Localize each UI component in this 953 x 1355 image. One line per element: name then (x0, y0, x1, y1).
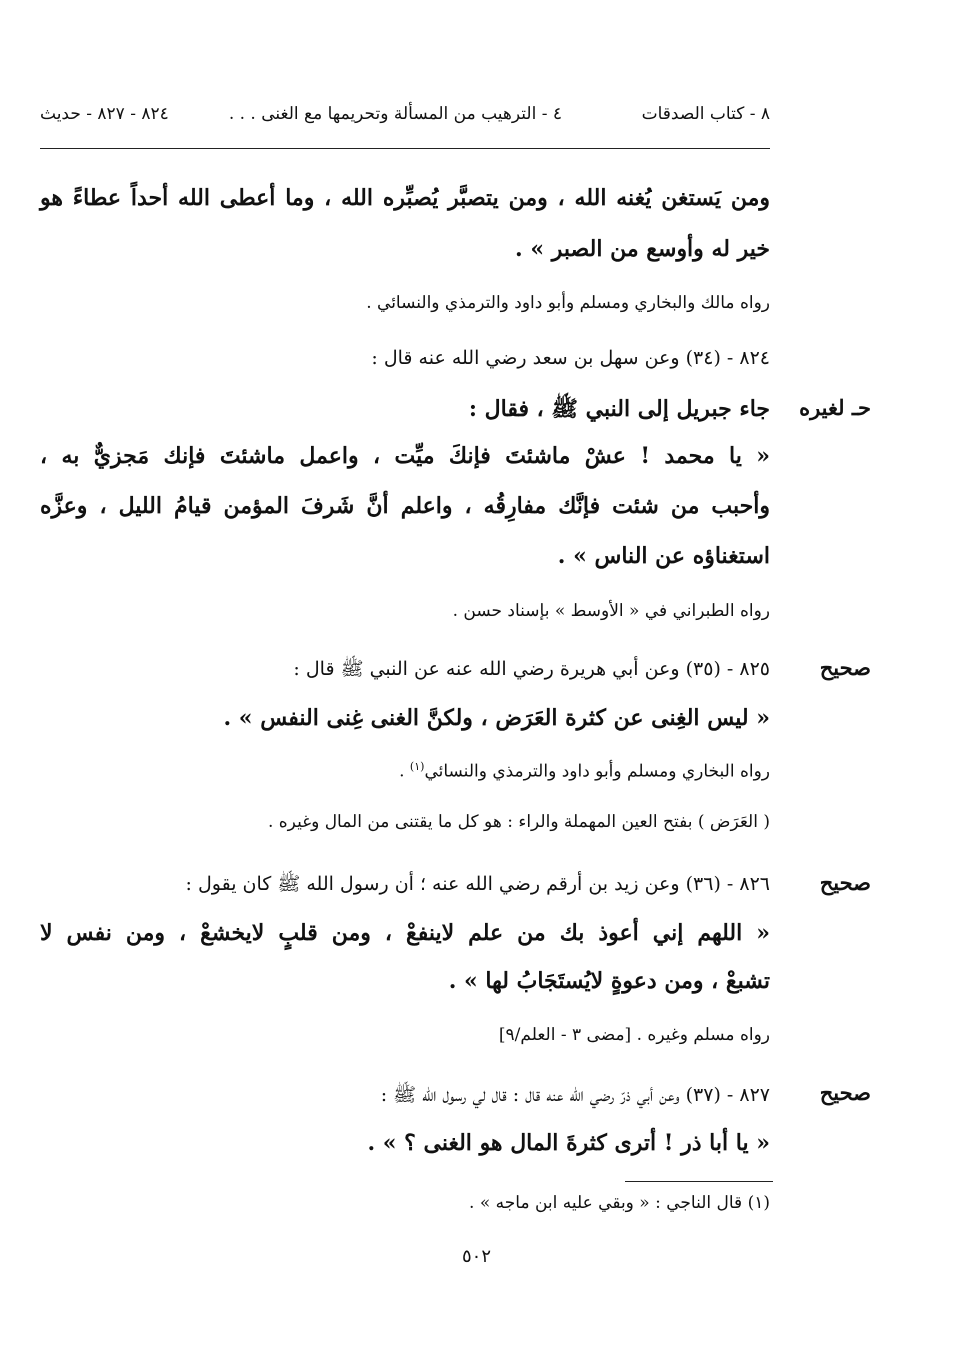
footnote-marker: (١) (409, 760, 425, 773)
text-line: « اللهم إني أعوذ بك من علم لاينفعْ ، ومن قلبٍ لايخشعْ ، ومن نفس لا (40, 920, 770, 946)
source-line: رواه مالك والبخاري ومسلم وأبو داود والترمذي والنسائي . (366, 293, 770, 313)
source-line: رواه مسلم وغيره . [مضى ٣ - العلم/٩] (498, 1025, 770, 1045)
text-line: « ليس الغِنى عن كثرة العَرَض ، ولكنَّ الغنى غِنى النفس » . (223, 705, 770, 731)
hadith-intro: ٨٢٧ - (٣٧) وعن أبي ذرّ رضي الله عنه قال : قال لي رسول الله ﷺ : (380, 1084, 770, 1106)
header-rule (40, 148, 770, 149)
hadith-intro: ٨٢٥ - (٣٥) وعن أبي هريرة رضي الله عنه عن النبي ﷺ قال : (293, 658, 770, 680)
grade-label: صحيح (819, 1080, 871, 1105)
grade-label: صحيح (819, 870, 871, 895)
hadith-intro: ٨٢٤ - (٣٤) وعن سهل بن سعد رضي الله عنه قال : (371, 347, 770, 369)
text-line: خير له وأوسع من الصبر » . (515, 236, 770, 262)
footnote: (١) قال الناجي : « وبقي عليه ابن ماجه » . (469, 1193, 770, 1213)
text-line: « يا أبا ذر ! أترى كثرةَ المال هو الغنى ؟ » . (367, 1130, 770, 1156)
text-line: « يا محمد ! عشْ ماشئتَ فإنكَ ميِّت ، واعمل ماشئتَ فإنك مَجزيٌّ به ، (40, 443, 770, 469)
header-hadith-range: ٨٢٤ - ٨٢٧ - حديث (40, 104, 169, 124)
text-line: وأحبب من شئت فإنَّك مفارِقُه ، واعلم أنَّ شَرفَ المؤمن قيامُ الليل ، وعزَّه (40, 493, 770, 519)
note-line: ( العَرَض ) بفتح العين المهملة والراء : هو كل ما يقتنى من المال وغيره . (267, 812, 770, 832)
grade-label: حـ لغيره (799, 395, 871, 420)
text-line: جاء جبريل إلى النبي ﷺ ، فقال : (468, 396, 770, 422)
text-line: تشبعْ ، ومن دعوةٍ لايُستَجَابُ لها » . (448, 968, 770, 994)
page-number: ٥٠٢ (461, 1246, 491, 1267)
text-line: استغناؤه عن الناس » . (557, 543, 770, 569)
running-header (40, 104, 770, 134)
header-section: ٤ - الترهيب من المسألة وتحريمها مع الغنى . . . (228, 104, 562, 124)
source-text: رواه البخاري ومسلم وأبو داود والترمذي والنسائي (424, 761, 770, 782)
footnote-rule (625, 1181, 773, 1182)
grade-label: صحيح (819, 655, 871, 680)
hadith-intro: ٨٢٦ - (٣٦) وعن زيد بن أرقم رضي الله عنه ؛ أن رسول الله ﷺ كان يقول : (185, 873, 770, 895)
header-chapter: ٨ - كتاب الصدقات (641, 104, 770, 124)
text-line: ومن يَستغن يُغنه الله ، ومن يتصبَّر يُصبِّره الله ، وما أعطى الله أحداً عطاءً هو (40, 185, 770, 211)
source-line: رواه البخاري ومسلم وأبو داود والترمذي والنسائي$^{(١)}$ . (399, 760, 770, 782)
source-line: رواه الطبراني في « الأوسط » بإسناد حسن . (452, 601, 770, 621)
